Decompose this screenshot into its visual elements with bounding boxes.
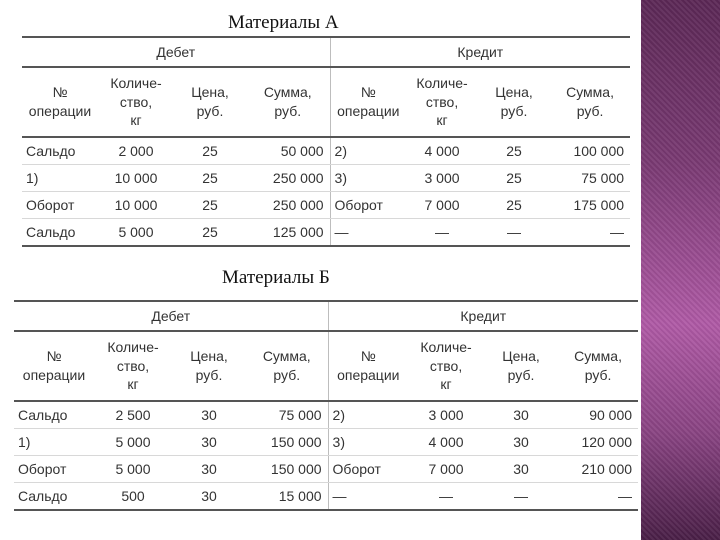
cell-debit-quantity: 500	[94, 483, 172, 511]
column-header-line: руб.	[273, 367, 301, 383]
cell-credit-price: 25	[478, 165, 550, 192]
cell-credit-quantity: 7 000	[406, 192, 478, 219]
column-header-line: руб.	[195, 367, 223, 383]
column-header-line: руб.	[507, 367, 535, 383]
cell-credit-sum: 100 000	[550, 137, 630, 165]
table-row	[14, 483, 638, 511]
column-header-line: Сумма,	[263, 84, 312, 101]
column-header-line: руб.	[500, 103, 528, 119]
column-header-debit-op-number	[14, 331, 94, 401]
column-header-credit-op-number	[330, 67, 406, 137]
cell-debit-sum: 125 000	[246, 219, 330, 247]
column-header-line: руб.	[584, 367, 612, 383]
table-row	[14, 401, 638, 429]
column-header-debit-quantity	[98, 67, 174, 137]
cell-debit-quantity: 5 000	[94, 456, 172, 483]
cell-debit-op-number: Сальдо	[14, 401, 94, 429]
cell-debit-op-number: Сальдо	[14, 483, 94, 511]
cell-debit-sum: 150 000	[246, 429, 328, 456]
cell-credit-op-number: 2)	[328, 401, 408, 429]
decorative-side-band	[641, 0, 720, 540]
cell-credit-quantity: 3 000	[408, 401, 484, 429]
column-header-row	[14, 331, 638, 401]
cell-credit-quantity: —	[406, 219, 478, 247]
column-header-line: операции	[337, 103, 400, 119]
cell-debit-op-number: Оборот	[22, 192, 98, 219]
cell-credit-sum: —	[558, 483, 638, 511]
cell-debit-price: 30	[172, 401, 246, 429]
cell-credit-sum: 175 000	[550, 192, 630, 219]
column-header-line: Количе-	[110, 74, 162, 91]
column-header-line: ство,	[429, 357, 463, 374]
cell-credit-op-number: —	[328, 483, 408, 511]
column-header-debit-op-number	[22, 67, 98, 137]
cell-credit-op-number: 2)	[330, 137, 406, 165]
credit-header: Кредит	[330, 37, 630, 67]
cell-debit-op-number: 1)	[22, 165, 98, 192]
cell-debit-price: 25	[174, 219, 246, 247]
column-header-line: Цена,	[495, 84, 533, 101]
cell-credit-price: —	[484, 483, 558, 511]
cell-debit-price: 25	[174, 165, 246, 192]
column-header-line: №	[360, 84, 376, 101]
cell-debit-price: 25	[174, 192, 246, 219]
column-header-line: Цена,	[190, 348, 228, 365]
cell-debit-price: 30	[172, 483, 246, 511]
cell-debit-op-number: Сальдо	[22, 219, 98, 247]
cell-debit-price: 30	[172, 429, 246, 456]
cell-debit-sum: 15 000	[246, 483, 328, 511]
cell-debit-op-number: 1)	[14, 429, 94, 456]
column-header-line: Количе-	[420, 338, 472, 355]
cell-debit-op-number: Сальдо	[22, 137, 98, 165]
cell-debit-op-number: Оборот	[14, 456, 94, 483]
cell-credit-quantity: 4 000	[408, 429, 484, 456]
cell-credit-price: 25	[478, 192, 550, 219]
column-header-line: Сумма,	[574, 348, 622, 365]
cell-credit-quantity: —	[408, 483, 484, 511]
column-header-credit-price	[484, 331, 558, 401]
table-row	[22, 192, 630, 219]
cell-credit-quantity: 7 000	[408, 456, 484, 483]
column-header-line: Количе-	[107, 338, 159, 355]
cell-credit-quantity: 4 000	[406, 137, 478, 165]
column-header-debit-quantity	[94, 331, 172, 401]
cell-credit-price: —	[478, 219, 550, 247]
cell-credit-op-number: 3)	[328, 429, 408, 456]
cell-credit-price: 30	[484, 401, 558, 429]
credit-header: Кредит	[328, 301, 638, 331]
column-header-debit-price	[174, 67, 246, 137]
cell-debit-quantity: 2 000	[98, 137, 174, 165]
cell-debit-quantity: 5 000	[94, 429, 172, 456]
debit-header: Дебет	[14, 301, 328, 331]
column-header-credit-sum	[550, 67, 630, 137]
column-header-line: Сумма,	[262, 348, 311, 365]
column-header-line: ство,	[425, 93, 459, 110]
column-header-credit-quantity	[406, 67, 478, 137]
column-header-line: руб.	[196, 103, 224, 119]
column-header-line: руб.	[576, 103, 604, 119]
cell-credit-price: 30	[484, 456, 558, 483]
cell-debit-sum: 250 000	[246, 165, 330, 192]
column-header-line: руб.	[274, 103, 302, 119]
column-header-debit-sum	[246, 331, 328, 401]
table-b-title: Материалы Б	[222, 267, 330, 288]
cell-credit-sum: —	[550, 219, 630, 247]
column-header-line: №	[52, 84, 68, 101]
cell-credit-sum: 120 000	[558, 429, 638, 456]
cell-credit-sum: 210 000	[558, 456, 638, 483]
column-header-line: Количе-	[416, 74, 468, 91]
cell-credit-price: 30	[484, 429, 558, 456]
column-header-line: ство,	[116, 357, 150, 374]
cell-credit-sum: 90 000	[558, 401, 638, 429]
column-header-line: кг	[440, 376, 452, 393]
cell-debit-sum: 250 000	[246, 192, 330, 219]
column-header-credit-sum	[558, 331, 638, 401]
column-header-line: операции	[28, 103, 92, 119]
table-row	[14, 429, 638, 456]
debit-header: Дебет	[22, 37, 330, 67]
column-header-line: ство,	[119, 93, 153, 110]
column-header-credit-price	[478, 67, 550, 137]
column-header-line: кг	[436, 112, 448, 129]
column-header-debit-sum	[246, 67, 330, 137]
table-a-title: Материалы А	[228, 12, 339, 33]
column-header-credit-op-number	[328, 331, 408, 401]
column-header-line: №	[360, 348, 376, 365]
column-header-credit-quantity	[408, 331, 484, 401]
cell-debit-sum: 50 000	[246, 137, 330, 165]
cell-debit-price: 30	[172, 456, 246, 483]
cell-credit-sum: 75 000	[550, 165, 630, 192]
table-row	[22, 137, 630, 165]
cell-debit-price: 25	[174, 137, 246, 165]
column-header-line: Цена,	[191, 84, 229, 101]
cell-credit-op-number: 3)	[330, 165, 406, 192]
table-row	[22, 165, 630, 192]
column-header-line: кг	[130, 112, 142, 129]
cell-debit-sum: 150 000	[246, 456, 328, 483]
column-header-line: операции	[337, 367, 400, 383]
cell-debit-sum: 75 000	[246, 401, 328, 429]
column-header-line: Цена,	[502, 348, 540, 365]
column-header-line: кг	[127, 376, 139, 393]
materials-a-table	[22, 36, 630, 247]
cell-credit-price: 25	[478, 137, 550, 165]
column-header-line: №	[46, 348, 62, 365]
cell-debit-quantity: 10 000	[98, 192, 174, 219]
cell-debit-quantity: 2 500	[94, 401, 172, 429]
column-header-debit-price	[172, 331, 246, 401]
cell-credit-op-number: —	[330, 219, 406, 247]
materials-b-table	[14, 300, 638, 511]
column-header-row	[22, 67, 630, 137]
cell-debit-quantity: 10 000	[98, 165, 174, 192]
cell-debit-quantity: 5 000	[98, 219, 174, 247]
table-row	[22, 219, 630, 247]
column-header-line: операции	[22, 367, 86, 383]
cell-credit-op-number: Оборот	[330, 192, 406, 219]
column-header-line: Сумма,	[566, 84, 614, 101]
table-row	[14, 456, 638, 483]
cell-credit-quantity: 3 000	[406, 165, 478, 192]
cell-credit-op-number: Оборот	[328, 456, 408, 483]
